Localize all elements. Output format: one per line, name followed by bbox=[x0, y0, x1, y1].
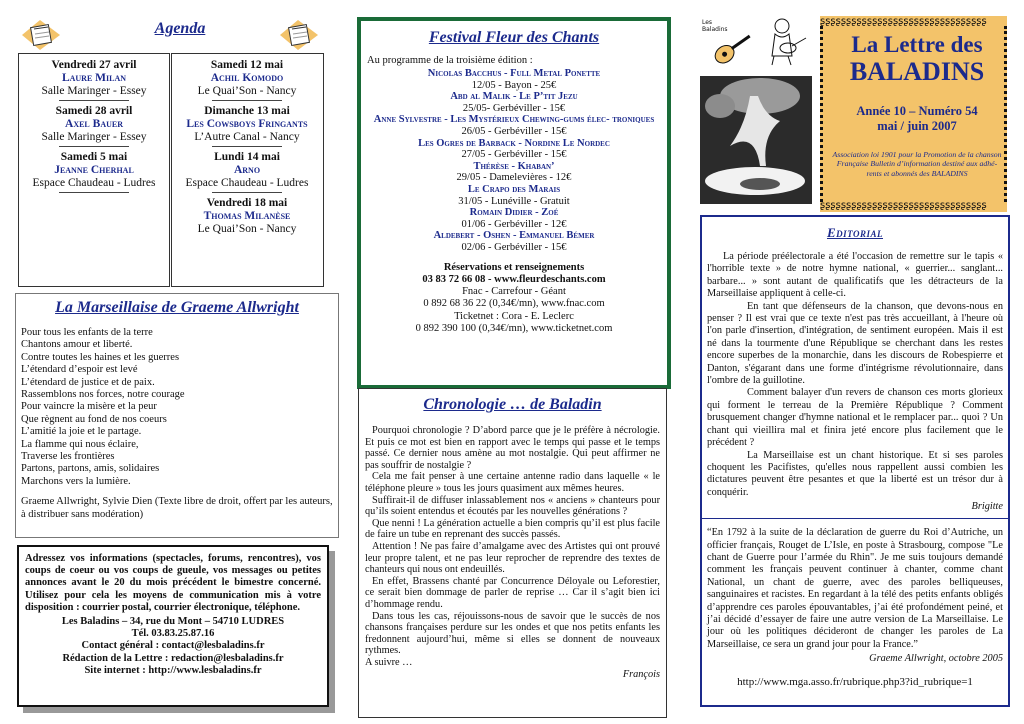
reservations-phone: 03 83 72 66 08 - www.fleurdeschants.com bbox=[422, 273, 606, 285]
festival-details: 12/05 - Bayon - 25€ bbox=[471, 79, 557, 91]
editorial-paragraph: La Marseillaise est un chant historique. Et si ses paroles choquent les Pacifistes, qu'elles nous rappellent aussi combien les dictatures peuvent être pesantes et que la liberté est un trésor dur à conquérir. bbox=[707, 449, 1003, 498]
festival-artist: Romain Didier - Zoé bbox=[469, 207, 559, 219]
agenda-artist: Achil Komodo bbox=[210, 72, 284, 84]
festival-details: 27/05 - Gerbéviller - 15€ bbox=[461, 149, 567, 161]
editorial-paragraph: La période préélectorale a été l'occasion de remettre sur le tapis « l'horrible texte » de notre hymne national, « guerrier... sanglant... barbare... » sont autant de qualificatifs que les détracteurs de la Marseillaise appliquent à celle-ci. bbox=[707, 251, 1003, 300]
agenda-artist: Laure Milan bbox=[61, 72, 127, 84]
chronologie-paragraph: A suivre … bbox=[365, 656, 413, 668]
chain-border-bottom: ʂʂʂʂʂʂʂʂʂʂʂʂʂʂʂʂʂʂʂʂʂʂʂʂʂʂʂʂʂʂʂʂ bbox=[820, 200, 987, 211]
lyric-line: Chantons amour et liberté. bbox=[21, 339, 133, 351]
title-line-2: BALADINS bbox=[849, 57, 985, 86]
agenda-artist: Thomas Milanèse bbox=[203, 210, 291, 222]
lyric-line: Contre toutes les haines et les guerres bbox=[21, 351, 180, 363]
issue-info bbox=[832, 104, 1002, 134]
lyric-line: L’étendard de justice et de paix. bbox=[21, 376, 155, 388]
chronologie-signature: François bbox=[622, 669, 660, 681]
agenda-date: Vendredi 18 mai bbox=[206, 197, 288, 209]
festival-list bbox=[361, 68, 667, 254]
calendar-icon-left bbox=[20, 18, 62, 52]
agenda-left-frame bbox=[18, 53, 170, 287]
festival-artist: Les Ogres de Barback - Nordine Le Nordec bbox=[418, 137, 610, 149]
reservations-line: Ticketnet : Cora - E. Leclerc bbox=[454, 310, 574, 322]
festival-artist: Nicolas Bacchus - Full Metal Ponette bbox=[427, 68, 601, 79]
festival-details: 01/06 - Gerbéviller - 12€ bbox=[461, 218, 567, 230]
marseillaise-box bbox=[15, 293, 339, 538]
festival-artist: Aldebert - Oshen - Emmanuel Bémer bbox=[433, 230, 595, 242]
agenda-artist: Les Cowsboys Fringants bbox=[186, 118, 308, 130]
baladins-logo bbox=[700, 16, 755, 66]
agenda-date: Dimanche 13 mai bbox=[204, 105, 290, 117]
agenda-artist: Axel Bauer bbox=[65, 118, 123, 130]
quote-signature: Graeme Allwright, octobre 2005 bbox=[869, 653, 1003, 665]
festival-details: 26/05 - Gerbéviller - 15€ bbox=[461, 125, 567, 137]
info-redaction-email[interactable]: Rédaction de la Lettre : redaction@lesbaladins.fr bbox=[62, 652, 284, 664]
chronologie-paragraph: Dans tous les cas, réjouissons-nous de savoir que le succès de nos chansons françaises perdure sur les ondes et que nos petits enfants les fredonnent aujourd’hui, même si elles se donnent de nouveaux rythmes. bbox=[365, 610, 660, 657]
lyric-line: Partons, partons, amis, solidaires bbox=[21, 463, 160, 475]
reservations-title: Réservations et renseignements bbox=[443, 261, 585, 273]
agenda-date: Samedi 28 avril bbox=[55, 105, 133, 117]
chain-border-left bbox=[820, 26, 832, 202]
lyric-line: Rassemblons nos forces, notre courage bbox=[21, 389, 185, 401]
reservations-line: Fnac - Carrefour - Géant bbox=[462, 286, 566, 298]
agenda-venue: Le Quai’Son - Nancy bbox=[197, 223, 297, 235]
info-address: Les Baladins – 34, rue du Mont – 54710 LUDRES bbox=[61, 616, 285, 628]
marseillaise-credit: Graeme Allwright, Sylvie Dien (Texte libre de droit, offert par les auteurs, à distribuer sans modération) bbox=[21, 496, 333, 520]
festival-reservations bbox=[361, 262, 667, 336]
agenda-date: Vendredi 27 avril bbox=[51, 59, 137, 71]
lyric-line: Pour tous les enfants de la terre bbox=[21, 327, 153, 338]
agenda-venue: L’Autre Canal - Nancy bbox=[194, 131, 300, 143]
editorial-paragraph: Comment balayer d'un revers de chanson ces morts glorieux qui forment le terreau de la Première République ? Comment brusquement changer d'hymne national et le remplacer par... quoi ? Un chant qui vieillira mal et finira jeté encore plus facilement que le précédent ? bbox=[707, 387, 1003, 449]
chronologie-paragraph: Attention ! Ne pas faire d’amalgame avec des Artistes qui ont prouvé leur propre talent, et ne pas leur reprocher de reprendre des textes de chanteurs qui nous ont endeuillés. bbox=[365, 540, 660, 576]
agenda-date: Samedi 12 mai bbox=[210, 59, 284, 71]
info-site-link[interactable]: Site internet : http://www.lesbaladins.fr bbox=[84, 664, 262, 676]
agenda-artist: Arno bbox=[233, 164, 261, 176]
festival-intro: Au programme de la troisième édition : bbox=[367, 55, 533, 66]
logo-text-2: Baladins bbox=[702, 26, 728, 33]
festival-artist: Le Crapo des Marais bbox=[467, 183, 561, 195]
issue-period: mai / juin 2007 bbox=[877, 119, 957, 133]
allwright-quote: “En 1792 à la suite de la déclaration de guerre du Roi d’Autriche, un officier français, Rouget de L’Isle, en poste à Strasbourg, compose "Le chant de Guerre pour l’armée du Rhin". Je me suis toujours demandé comment les français peuvent continuer à chanter, comme chant National, un chant de guerre, avec des paroles belliqueuses, sanguinaires et racistes. En regardant à la télé des petits enfants obligés d’apprendre ces paroles épouvantables, j’ai été profondément peiné, et j’ai décidé d’essayer de faire une autre version de La Marseillaise. Le jour où les politiques décideront de changer les paroles de La Marseillaise, ce sera un grand jour pour la France.” bbox=[707, 527, 1003, 650]
marseillaise-lyrics bbox=[21, 327, 334, 488]
festival-artist: Anne Sylvestre - Les Mystérieux Chewing-gums élec- troniques bbox=[373, 114, 655, 126]
chain-border-top: ʂʂʂʂʂʂʂʂʂʂʂʂʂʂʂʂʂʂʂʂʂʂʂʂʂʂʂʂʂʂʂʂ bbox=[820, 16, 987, 27]
agenda-venue: Le Quai’Son - Nancy bbox=[197, 85, 297, 97]
lyric-line: Pour vaincre la misère et la peur bbox=[21, 401, 157, 413]
divider bbox=[700, 518, 1010, 519]
lyric-line: Que règnent au fond de nos coeurs bbox=[21, 413, 167, 425]
chronologie-body bbox=[365, 425, 660, 668]
agenda-venue: Salle Maringer - Essey bbox=[41, 131, 147, 143]
info-text: Adressez vos informations (spectacles, forums, rencontres), vos coups de coeur ou vos coups de gueule, vos messages ou petites annonces avant le 20 du mois précédent le bimestre concerné. Utilisez pour cela les moyens de communication mis à votre disposition : courrier postal, courrier électronique, téléphone. bbox=[25, 553, 321, 613]
lyric-line: L’amitié la joie et le partage. bbox=[21, 426, 142, 438]
festival-artist: Thérèse - Khaban’ bbox=[473, 160, 555, 172]
festival-artist: Abd al Malik - Le P’tit Jezu bbox=[450, 91, 578, 103]
agenda-venue: Espace Chaudeau - Ludres bbox=[32, 177, 156, 189]
info-tel: Tél. 03.83.25.87.16 bbox=[131, 628, 215, 640]
chronologie-paragraph: En effet, Brassens chanté par Concurrence Déloyale ou Leforestier, ce serait bien dommage de parler de reprise … Car il s’agit bien ici d’hommage rendu. bbox=[365, 575, 660, 610]
festival-details: 02/06 - Gerbéviller - 15€ bbox=[461, 241, 567, 253]
chronologie-paragraph: Pourquoi chronologie ? D’abord parce que je le préfère à nécrologie. Et puis ce mot est bien en rapport avec le temps qui passe et le temps passé. Ce dernier nous amène au mot nostalgie. Qui peut affirmer ne pas souffrir de nostalgie ? bbox=[365, 425, 660, 471]
info-contact bbox=[19, 616, 327, 677]
editorial-body bbox=[707, 251, 1003, 499]
agenda-artist: Jeanne Cherhal bbox=[54, 164, 134, 176]
chronologie-paragraph: Que nenni ! La génération actuelle a bien compris qu’il est plus facile de faire un tube en reprenant des succès passés. bbox=[365, 517, 660, 541]
festival-title: Festival Fleur des Chants bbox=[428, 29, 600, 46]
festival-details: 29/05 - Damelevières - 12€ bbox=[456, 172, 572, 184]
festival-details: 31/05 - Lunéville - Gratuit bbox=[458, 195, 570, 207]
editorial-box bbox=[700, 215, 1010, 707]
festival-details: 25/05- Gerbéviller - 15€ bbox=[462, 102, 566, 114]
agenda-venue: Salle Maringer - Essey bbox=[41, 85, 147, 97]
editorial-paragraph: En tant que défenseurs de la chanson, que devons-nous en penser ? Il est vrai que ce texte n'est pas très accueillant, à l'heure où l'on parle d'insertion, d'intégration, de sentiment européen. Mais il est né dans la tourmente d'une République se cherchant dans les restes encore superbes de la monarchie, dans les discours de Robespierre et Danton, s'égarant dans une forme d'intégrisme révolutionnaire, dans l'ombre de la guillotine. bbox=[707, 300, 1003, 387]
guitarist-illustration bbox=[760, 16, 808, 66]
festival-box bbox=[357, 17, 671, 389]
editorial-signature: Brigitte bbox=[971, 501, 1003, 513]
lyric-line: L’étendard d’espoir est levé bbox=[21, 364, 138, 376]
chronologie-title: Chronologie … de Baladin bbox=[423, 396, 602, 413]
calendar-icon-right bbox=[278, 18, 320, 52]
association-note: Association loi 1901 pour la Promotion de la chanson Française Bulletin d’information destiné aux adhé- rents et abonnés des BALADINS bbox=[832, 150, 1002, 178]
reservations-line: 0 892 68 36 22 (0,34€/mn), www.fnac.com bbox=[423, 298, 605, 310]
info-box bbox=[17, 545, 329, 707]
chronologie-paragraph: Cela me fait penser à une certaine antenne radio dans laquelle « le téléphone pleure » tous les jours quasiment aux mêmes heures. bbox=[365, 471, 660, 494]
reservations-line: 0 892 390 100 (0,34€/mn), www.ticketnet.com bbox=[415, 322, 613, 334]
marseillaise-title: La Marseillaise de Graeme Allwright bbox=[55, 299, 299, 316]
lyric-line: Marchons vers la lumière. bbox=[21, 475, 131, 487]
masthead bbox=[820, 16, 1007, 212]
agenda-title: Agenda bbox=[154, 20, 206, 37]
chronologie-box bbox=[358, 388, 667, 718]
title-line-1: La Lettre des bbox=[851, 32, 983, 57]
newsletter-title bbox=[832, 32, 1002, 87]
chronologie-paragraph: Suffirait-il de diffuser inlassablement nos « anciens » chanteurs pour qu’ils soient entendus et écoutés par les nouvelles générations ? bbox=[365, 494, 660, 518]
agenda-date: Samedi 5 mai bbox=[60, 151, 128, 163]
agenda-venue: Espace Chaudeau - Ludres bbox=[185, 177, 309, 189]
tree-silhouette-image bbox=[700, 76, 812, 204]
agenda-date: Lundi 14 mai bbox=[214, 151, 280, 163]
info-contact-email[interactable]: Contact général : contact@lesbaladins.fr bbox=[81, 640, 265, 652]
issue-number: Année 10 – Numéro 54 bbox=[856, 104, 978, 118]
lyric-line: La flamme qui nous éclaire, bbox=[21, 438, 139, 450]
agenda-right-frame bbox=[171, 53, 324, 287]
logo-text-1: Les bbox=[702, 19, 713, 26]
editorial-title: Editorial bbox=[826, 225, 883, 240]
lyric-line: Traverse les frontières bbox=[21, 451, 115, 463]
mga-link[interactable]: http://www.mga.asso.fr/rubrique.php3?id_rubrique=1 bbox=[737, 676, 973, 689]
